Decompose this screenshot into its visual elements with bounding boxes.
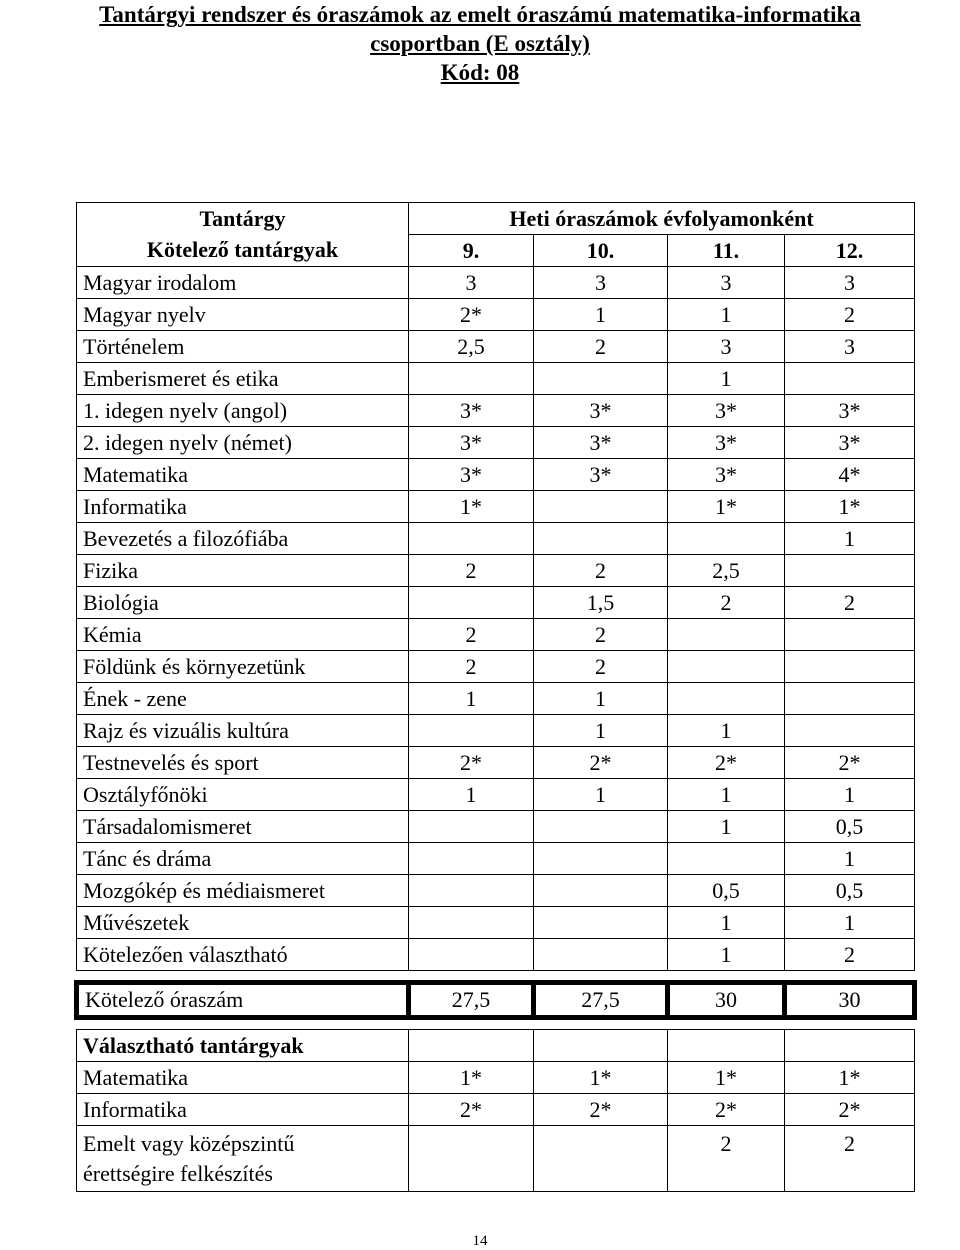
hours-cell xyxy=(534,1030,668,1062)
timetable-body xyxy=(77,203,915,1192)
subject-name: Rajz és vizuális kultúra xyxy=(77,715,409,747)
hours-cell: 3 xyxy=(785,331,915,363)
subject-name: Bevezetés a filozófiába xyxy=(77,523,409,555)
elective-subjects-header: Választható tantárgyak xyxy=(77,1030,409,1062)
hours-cell xyxy=(785,363,915,395)
subject-row xyxy=(77,747,915,779)
hours-cell: 1 xyxy=(534,299,668,331)
subject-row xyxy=(77,523,915,555)
hours-cell: 3* xyxy=(668,459,785,491)
subject-name: Osztályfőnöki xyxy=(77,779,409,811)
hours-cell: 1* xyxy=(534,1062,668,1094)
hours-cell: 1* xyxy=(409,491,534,523)
hours-cell: 3* xyxy=(534,395,668,427)
hours-cell: 2* xyxy=(785,747,915,779)
hours-cell: 2* xyxy=(668,1094,785,1126)
hours-cell xyxy=(409,1126,534,1192)
hours-cell xyxy=(668,651,785,683)
separator-row xyxy=(77,971,915,983)
hours-cell xyxy=(668,523,785,555)
hours-cell xyxy=(534,843,668,875)
hours-cell: 1 xyxy=(785,843,915,875)
hours-cell xyxy=(785,651,915,683)
subject-name: Társadalomismeret xyxy=(77,811,409,843)
total-hours-cell: 30 xyxy=(785,983,915,1018)
subject-name: Tánc és dráma xyxy=(77,843,409,875)
subject-name: Kötelezően választható xyxy=(77,939,409,971)
hours-cell: 3 xyxy=(785,267,915,299)
hours-cell xyxy=(668,619,785,651)
hours-cell xyxy=(409,715,534,747)
subject-name: Informatika xyxy=(77,1094,409,1126)
hours-cell: 2* xyxy=(534,1094,668,1126)
hours-cell: 3* xyxy=(785,395,915,427)
page-number: 14 xyxy=(472,1233,488,1249)
hours-cell: 0,5 xyxy=(785,875,915,907)
hours-cell xyxy=(409,811,534,843)
hours-cell xyxy=(534,1126,668,1192)
title-line-3: Kód: 08 xyxy=(440,60,520,85)
hours-cell xyxy=(409,939,534,971)
total-label: Kötelező óraszám xyxy=(77,983,409,1018)
hours-cell: 3 xyxy=(534,267,668,299)
subject-row xyxy=(77,331,915,363)
hours-cell: 2 xyxy=(409,651,534,683)
document-title xyxy=(0,0,960,87)
hours-cell xyxy=(668,1030,785,1062)
grade-header: 9. xyxy=(409,235,534,267)
hours-cell: 1* xyxy=(785,491,915,523)
hours-cell: 3 xyxy=(668,267,785,299)
hours-cell: 2 xyxy=(534,555,668,587)
hours-cell: 2 xyxy=(785,299,915,331)
hours-cell: 2 xyxy=(534,331,668,363)
hours-cell: 2 xyxy=(668,1126,785,1192)
elective-header-row xyxy=(77,1030,915,1062)
exam-prep-subject xyxy=(77,1126,409,1192)
hours-cell: 1 xyxy=(785,907,915,939)
hours-cell: 3* xyxy=(668,395,785,427)
hours-cell: 3* xyxy=(785,427,915,459)
hours-cell xyxy=(785,683,915,715)
hours-cell: 3* xyxy=(668,427,785,459)
subject-name: Földünk és környezetünk xyxy=(77,651,409,683)
total-hours-cell: 27,5 xyxy=(534,983,668,1018)
grade-header: 12. xyxy=(785,235,915,267)
subject-name: Ének - zene xyxy=(77,683,409,715)
subject-name: Biológia xyxy=(77,587,409,619)
hours-cell: 1 xyxy=(785,779,915,811)
hours-cell: 1 xyxy=(668,299,785,331)
hours-cell xyxy=(409,875,534,907)
hours-cell: 1 xyxy=(409,683,534,715)
hours-cell: 2* xyxy=(668,747,785,779)
hours-cell: 1* xyxy=(668,491,785,523)
subject-row xyxy=(77,683,915,715)
hours-cell: 2 xyxy=(668,587,785,619)
hours-cell: 2 xyxy=(409,555,534,587)
subject-row xyxy=(77,395,915,427)
hours-cell xyxy=(534,363,668,395)
hours-cell: 1 xyxy=(668,715,785,747)
subject-name: Fizika xyxy=(77,555,409,587)
hours-cell: 1 xyxy=(534,779,668,811)
hours-cell xyxy=(534,907,668,939)
hours-cell xyxy=(668,843,785,875)
hours-cell: 2,5 xyxy=(668,555,785,587)
total-row xyxy=(77,983,915,1018)
exam-prep-line-2: érettségire felkészítés xyxy=(83,1161,273,1186)
grade-header: 10. xyxy=(534,235,668,267)
hours-cell xyxy=(534,939,668,971)
hours-cell: 3* xyxy=(534,459,668,491)
subject-row xyxy=(77,427,915,459)
exam-prep-line-1: Emelt vagy középszintű xyxy=(83,1131,295,1156)
header-row-2 xyxy=(77,235,915,267)
hours-cell xyxy=(785,715,915,747)
hours-cell xyxy=(534,875,668,907)
hours-cell: 1 xyxy=(668,779,785,811)
subject-name: Magyar irodalom xyxy=(77,267,409,299)
hours-cell: 3* xyxy=(409,395,534,427)
weekly-hours-header: Heti óraszámok évfolyamonként xyxy=(409,203,915,235)
hours-cell xyxy=(534,491,668,523)
subject-row xyxy=(77,907,915,939)
hours-cell: 2 xyxy=(409,619,534,651)
hours-cell: 4* xyxy=(785,459,915,491)
subject-name: Művészetek xyxy=(77,907,409,939)
hours-cell xyxy=(409,843,534,875)
hours-cell xyxy=(409,363,534,395)
hours-cell xyxy=(409,587,534,619)
total-hours-cell: 30 xyxy=(668,983,785,1018)
hours-cell: 1,5 xyxy=(534,587,668,619)
mandatory-subjects-header: Kötelező tantárgyak xyxy=(77,235,409,267)
subject-header: Tantárgy xyxy=(77,203,409,235)
hours-cell: 2 xyxy=(785,587,915,619)
hours-cell: 1 xyxy=(668,811,785,843)
hours-cell xyxy=(409,523,534,555)
subject-name: 1. idegen nyelv (angol) xyxy=(77,395,409,427)
hours-cell: 1 xyxy=(785,523,915,555)
subject-row xyxy=(77,875,915,907)
subject-name: Kémia xyxy=(77,619,409,651)
subject-name: Matematika xyxy=(77,1062,409,1094)
subject-name: Történelem xyxy=(77,331,409,363)
hours-cell: 1 xyxy=(409,779,534,811)
subject-row xyxy=(77,779,915,811)
separator-row xyxy=(77,1018,915,1030)
total-hours-cell: 27,5 xyxy=(409,983,534,1018)
grade-header: 11. xyxy=(668,235,785,267)
hours-cell: 3 xyxy=(668,331,785,363)
subject-row xyxy=(77,299,915,331)
hours-cell: 2* xyxy=(409,299,534,331)
separator-cell xyxy=(77,971,915,983)
hours-cell: 0,5 xyxy=(668,875,785,907)
title-line-1: Tantárgyi rendszer és óraszámok az emelt óraszámú matematika-informatika xyxy=(99,2,861,27)
subject-row xyxy=(77,267,915,299)
subject-row xyxy=(77,843,915,875)
subject-row xyxy=(77,555,915,587)
hours-cell: 1 xyxy=(668,907,785,939)
hours-cell: 2 xyxy=(785,1126,915,1192)
separator-cell xyxy=(77,1018,915,1030)
hours-cell: 3* xyxy=(409,459,534,491)
hours-cell xyxy=(409,907,534,939)
hours-cell: 1 xyxy=(534,715,668,747)
hours-cell xyxy=(409,1030,534,1062)
subject-name: 2. idegen nyelv (német) xyxy=(77,427,409,459)
subject-row xyxy=(77,491,915,523)
subject-name: Emberismeret és etika xyxy=(77,363,409,395)
hours-cell: 0,5 xyxy=(785,811,915,843)
header-row-1 xyxy=(77,203,915,235)
timetable xyxy=(74,202,917,1192)
hours-cell: 2 xyxy=(785,939,915,971)
hours-cell: 2* xyxy=(785,1094,915,1126)
hours-cell xyxy=(668,683,785,715)
hours-cell: 2,5 xyxy=(409,331,534,363)
hours-cell xyxy=(534,523,668,555)
hours-cell: 3* xyxy=(534,427,668,459)
subject-row xyxy=(77,459,915,491)
subject-row xyxy=(77,651,915,683)
subject-row xyxy=(77,363,915,395)
subject-row xyxy=(77,811,915,843)
subject-name: Informatika xyxy=(77,491,409,523)
hours-cell xyxy=(785,1030,915,1062)
subject-row xyxy=(77,939,915,971)
subject-row xyxy=(77,715,915,747)
hours-cell: 2 xyxy=(534,619,668,651)
subject-name: Matematika xyxy=(77,459,409,491)
hours-cell: 2* xyxy=(409,1094,534,1126)
subject-name: Mozgókép és médiaismeret xyxy=(77,875,409,907)
hours-cell xyxy=(534,811,668,843)
elective-row xyxy=(77,1062,915,1094)
hours-cell: 3* xyxy=(409,427,534,459)
hours-cell: 2 xyxy=(534,651,668,683)
hours-cell: 1* xyxy=(668,1062,785,1094)
hours-cell: 1 xyxy=(534,683,668,715)
hours-cell: 2* xyxy=(409,747,534,779)
exam-prep-row xyxy=(77,1126,915,1192)
hours-cell: 1* xyxy=(409,1062,534,1094)
elective-row xyxy=(77,1094,915,1126)
hours-cell: 2* xyxy=(534,747,668,779)
subject-name: Testnevelés és sport xyxy=(77,747,409,779)
hours-cell: 3 xyxy=(409,267,534,299)
hours-cell: 1* xyxy=(785,1062,915,1094)
hours-cell xyxy=(785,619,915,651)
hours-cell: 1 xyxy=(668,363,785,395)
subject-row xyxy=(77,587,915,619)
subject-row xyxy=(77,619,915,651)
title-line-2: csoportban (E osztály) xyxy=(370,31,590,56)
subject-name: Magyar nyelv xyxy=(77,299,409,331)
hours-cell: 1 xyxy=(668,939,785,971)
hours-cell xyxy=(785,555,915,587)
